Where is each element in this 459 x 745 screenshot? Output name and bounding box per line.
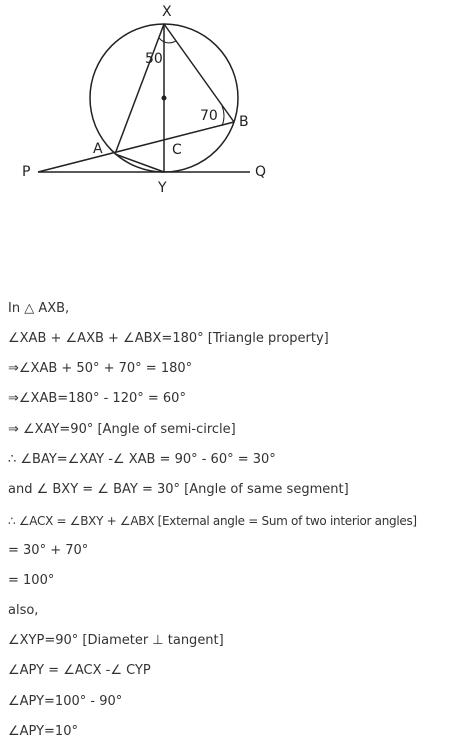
solution-line: ∠APY=10° (8, 724, 78, 739)
point-label-q: Q (255, 164, 267, 180)
solution-line: ⇒∠XAB=180° - 120° = 60° (8, 391, 186, 406)
angle-arc-b (222, 106, 224, 126)
solution-line: = 30° + 70° (8, 543, 89, 558)
solution-line: ∴ ∠ACX = ∠BXY + ∠ABX [External angle = Sum of two interior angles] (8, 514, 417, 528)
solution-line: also, (8, 603, 39, 618)
solution-line: ∴ ∠BAY=∠XAY -∠ XAB = 90° - 60° = 30° (8, 452, 276, 467)
angle-arc-x (159, 38, 176, 43)
solution-line: ⇒ ∠XAY=90° [Angle of semi-circle] (8, 422, 236, 437)
solution-line: = 100° (8, 573, 55, 588)
solution-line: ∠XYP=90° [Diameter ⊥ tangent] (8, 633, 224, 648)
chord-xa (115, 24, 164, 154)
solution-line: ∠XAB + ∠AXB + ∠ABX=180° [Triangle property] (8, 331, 329, 346)
point-label-c: C (172, 142, 182, 158)
solution-line: ∠APY=100° - 90° (8, 694, 123, 709)
angle-label-x: 50 (145, 51, 163, 67)
point-label-a: A (93, 141, 103, 157)
solution-line: ⇒∠XAB + 50° + 70° = 180° (8, 361, 193, 376)
point-label-b: B (239, 114, 249, 130)
geometry-figure (0, 0, 300, 200)
point-label-x: X (162, 4, 172, 20)
solution-line: ∠APY = ∠ACX -∠ CYP (8, 663, 151, 678)
point-label-p: P (22, 164, 31, 180)
point-label-y: Y (158, 180, 167, 196)
secant-pb (38, 122, 234, 172)
angle-label-b: 70 (200, 108, 218, 124)
solution-line: and ∠ BXY = ∠ BAY = 30° [Angle of same segment] (8, 482, 349, 497)
chord-ay (115, 154, 164, 172)
centre-dot (162, 96, 167, 101)
solution-line: In △ AXB, (8, 301, 70, 316)
chord-xb (164, 24, 234, 122)
